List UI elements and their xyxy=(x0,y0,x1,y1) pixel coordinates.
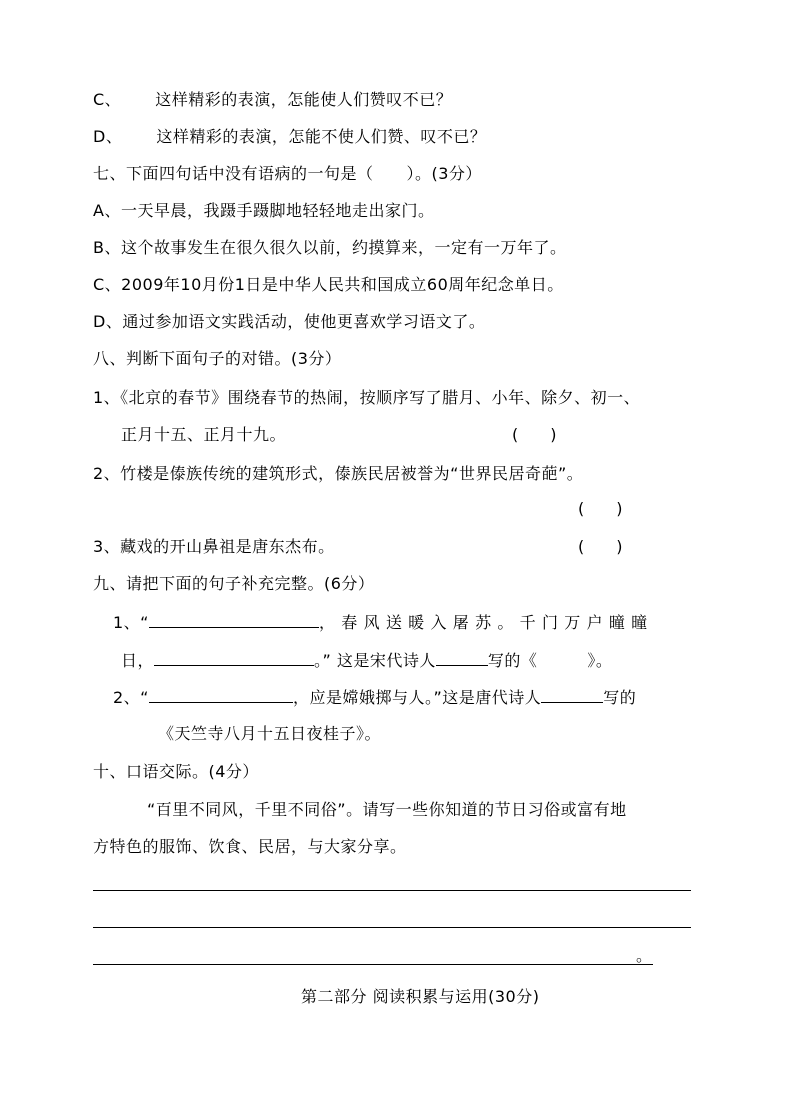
q7-option-b: B、这个故事发生在很久很久以前，约摸算来，一定有一万年了。 xyxy=(93,238,567,257)
q8-item1-answer-parens[interactable]: ( ) xyxy=(512,425,557,444)
q9-item1-blank-2[interactable] xyxy=(154,649,314,666)
q9-item2-line1 xyxy=(113,686,636,709)
q9-item1-line2 xyxy=(121,649,612,672)
q6-option-d xyxy=(93,126,486,148)
q9-item2-line2: 《天竺寺八月十五日夜桂子》。 xyxy=(158,724,382,743)
q9-item2-prefix: 2、“ xyxy=(113,688,149,707)
q9-item1-wrote-label: 写的《 xyxy=(487,651,538,670)
q8-title: 八、判断下面句子的对错。(3分） xyxy=(93,349,342,368)
q6-option-c-label: C、 xyxy=(93,90,122,109)
q9-item1-prefix: 1、“ xyxy=(113,613,149,632)
q9-item1-poet-blank[interactable] xyxy=(436,649,488,666)
q6-option-d-label: D、 xyxy=(93,127,123,146)
q7-option-c: C、2009年10月份1日是中华人民共和国成立60周年纪念单日。 xyxy=(93,275,564,294)
q9-title: 九、请把下面的句子补充完整。(6分） xyxy=(93,574,375,593)
q10-answer-line-2[interactable] xyxy=(93,927,691,928)
q8-item3: 3、藏戏的开山鼻祖是唐东杰布。 xyxy=(93,537,335,556)
q7-option-d: D、通过参加语文实践活动，使他更喜欢学习语文了。 xyxy=(93,312,486,331)
q9-item2-poet-blank[interactable] xyxy=(541,686,603,703)
q9-item1-attribution: 。” 这是宋代诗人 xyxy=(314,651,436,670)
q9-item1-text: ，春风送暖入屠苏。千门万户曈曈 xyxy=(318,613,654,632)
q9-item2-blank-1[interactable] xyxy=(149,686,293,703)
q9-item1-close: 》。 xyxy=(587,651,613,670)
q10-title: 十、口语交际。(4分） xyxy=(93,762,259,781)
q10-answer-line-3[interactable] xyxy=(93,964,653,965)
q10-answer-line-1[interactable] xyxy=(93,890,691,891)
q6-option-c xyxy=(93,89,452,111)
q7-title: 七、下面四句话中没有语病的一句是（ ）。(3分） xyxy=(93,164,482,183)
q6-option-c-text: 这样精彩的表演，怎能使人们赞叹不已？ xyxy=(155,90,453,109)
q10-paragraph-line1: “百里不同风，千里不同俗”。请写一些你知道的节日习俗或富有地 xyxy=(147,800,627,819)
q9-item1-blank-1[interactable] xyxy=(149,611,319,628)
q9-item2-text: ，应是嫦娥掷与人。”这是唐代诗人 xyxy=(292,688,542,707)
q9-item1-line2-start: 日， xyxy=(121,651,155,670)
q10-paragraph-line2: 方特色的服饰、饮食、民居，与大家分享。 xyxy=(93,837,407,856)
q7-option-a: A、一天早晨，我蹑手蹑脚地轻轻地走出家门。 xyxy=(93,201,435,220)
q8-item2-answer-parens[interactable]: ( ) xyxy=(578,499,623,518)
q8-item3-answer-parens[interactable]: ( ) xyxy=(578,537,623,556)
q6-option-d-text: 这样精彩的表演，怎能不使人们赞、叹不已？ xyxy=(156,127,487,146)
q8-item2-line1: 2、竹楼是傣族传统的建筑形式，傣族民居被誉为“世界民居奇葩”。 xyxy=(93,464,584,483)
part2-heading: 第二部分 阅读积累与运用(30分) xyxy=(301,987,540,1006)
q10-end-mark: 。 xyxy=(636,946,653,965)
q9-item1-line1 xyxy=(113,611,654,634)
q8-item1-line2: 正月十五、正月十九。 xyxy=(121,425,287,444)
q8-item1-line1: 1、《北京的春节》围绕春节的热闹，按顺序写了腊月、小年、除夕、初一、 xyxy=(93,388,641,407)
q9-item2-wrote-label: 写的 xyxy=(603,688,637,707)
